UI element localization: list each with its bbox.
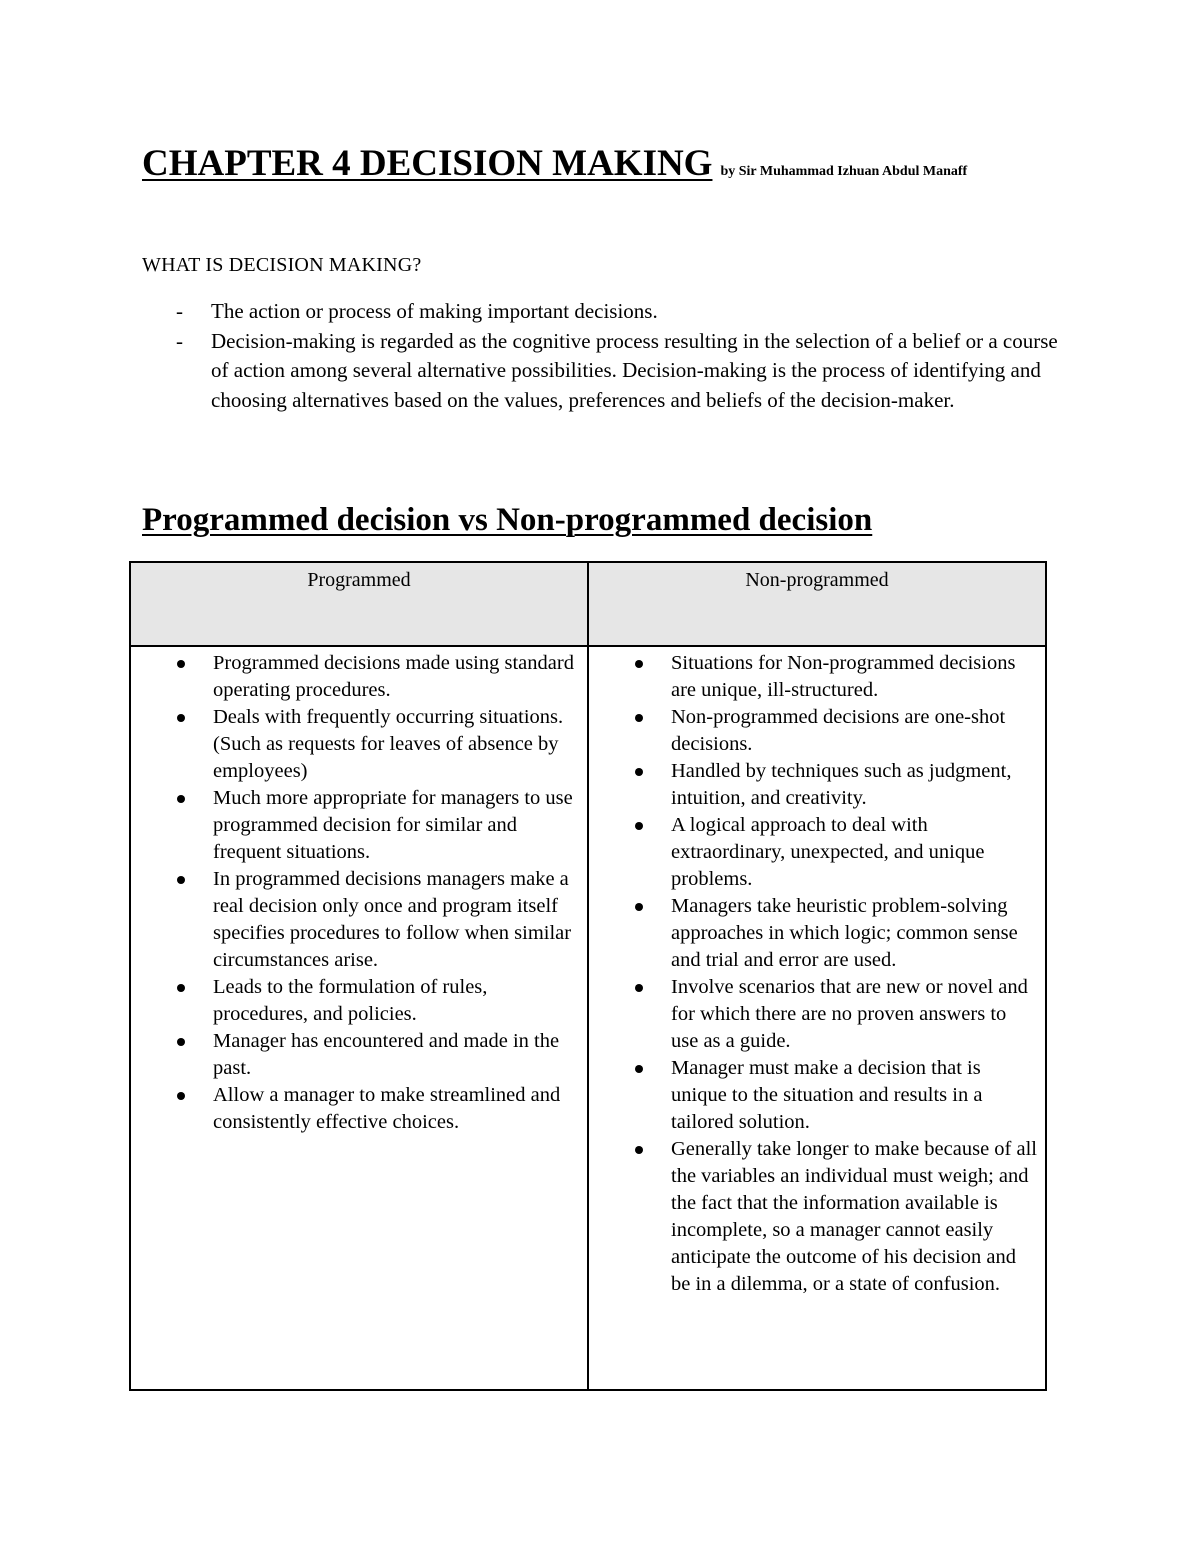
bullet-icon bbox=[635, 660, 643, 668]
list-item-text: Manager has encountered and made in the past. bbox=[213, 1030, 560, 1079]
bullet-icon bbox=[635, 984, 643, 992]
header-non-programmed: Non-programmed bbox=[588, 562, 1046, 646]
list-item-text: Leads to the formulation of rules, procedures, and policies. bbox=[213, 976, 488, 1025]
list-item bbox=[589, 758, 1045, 812]
non-programmed-cell bbox=[588, 646, 1046, 1390]
list-item-text: Managers take heuristic problem-solving approaches in which logic; common sense and trial and error are used. bbox=[671, 895, 1018, 971]
list-item-text: Generally take longer to make because of all the variables an individual must weigh; and the fact that the information available is incomplete, so a manager cannot easily anticipate the outcome of his decision and be in a dilemma, or a state of confusion. bbox=[671, 1138, 1037, 1295]
list-item bbox=[131, 650, 587, 704]
definition-text: Decision-making is regarded as the cognitive process resulting in the selection of a belief or a course of action among several alternative possibilities. Decision-making is the process of identifying and choosing alternatives based on the values, preferences and beliefs of the decision-maker. bbox=[211, 328, 1058, 412]
list-item-text: A logical approach to deal with extraordinary, unexpected, and unique problems. bbox=[671, 814, 985, 890]
list-item bbox=[589, 893, 1045, 974]
list-item-text: Handled by techniques such as judgment, intuition, and creativity. bbox=[671, 760, 1012, 809]
bullet-icon bbox=[177, 876, 185, 884]
list-item-text: Non-programmed decisions are one-shot decisions. bbox=[671, 706, 1006, 755]
bullet-icon bbox=[177, 714, 185, 722]
list-item bbox=[131, 866, 587, 974]
list-item-text: Allow a manager to make streamlined and consistently effective choices. bbox=[213, 1084, 561, 1133]
bullet-icon bbox=[635, 768, 643, 776]
table-row bbox=[130, 646, 1046, 1390]
list-item bbox=[589, 974, 1045, 1055]
list-item bbox=[131, 1028, 587, 1082]
non-programmed-list bbox=[589, 650, 1045, 1298]
dash-bullet-icon: - bbox=[176, 328, 183, 353]
list-item-text: Much more appropriate for managers to use programmed decision for similar and frequent situations. bbox=[213, 787, 573, 863]
definition-list bbox=[142, 297, 1062, 415]
programmed-list bbox=[131, 650, 587, 1136]
title-line bbox=[142, 142, 967, 185]
bullet-icon bbox=[635, 1065, 643, 1073]
bullet-icon bbox=[635, 1146, 643, 1154]
dash-bullet-icon: - bbox=[176, 299, 183, 323]
author-credit: by Sir Muhammad Izhuan Abdul Manaff bbox=[720, 164, 968, 179]
list-item bbox=[131, 1082, 587, 1136]
comparison-table bbox=[129, 561, 1047, 1391]
bullet-icon bbox=[635, 714, 643, 722]
definition-text: The action or process of making important decisions. bbox=[211, 299, 658, 323]
list-item-text: Manager must make a decision that is unique to the situation and results in a tailored solution. bbox=[671, 1057, 983, 1133]
list-item bbox=[589, 812, 1045, 893]
bullet-icon bbox=[177, 1092, 185, 1100]
list-item-text: Programmed decisions made using standard operating procedures. bbox=[213, 652, 574, 701]
bullet-icon bbox=[177, 795, 185, 803]
bullet-icon bbox=[635, 822, 643, 830]
definition-item bbox=[142, 327, 1062, 416]
list-item bbox=[589, 1055, 1045, 1136]
bullet-icon bbox=[177, 660, 185, 668]
list-item bbox=[589, 1136, 1045, 1298]
list-item bbox=[131, 785, 587, 866]
table-header-row bbox=[130, 562, 1046, 646]
bullet-icon bbox=[177, 1038, 185, 1046]
list-item-text: Deals with frequently occurring situations. (Such as requests for leaves of absence by employees) bbox=[213, 706, 564, 782]
list-item bbox=[589, 650, 1045, 704]
bullet-icon bbox=[177, 984, 185, 992]
definition-item bbox=[142, 297, 1062, 327]
list-item bbox=[131, 974, 587, 1028]
programmed-cell bbox=[130, 646, 588, 1390]
list-item-text: In programmed decisions managers make a real decision only once and program itself specifies procedures to follow when similar circumstances arise. bbox=[213, 868, 572, 971]
list-item-text: Situations for Non-programmed decisions are unique, ill-structured. bbox=[671, 652, 1016, 701]
list-item bbox=[589, 704, 1045, 758]
comparison-heading: Programmed decision vs Non-programmed decision bbox=[142, 502, 873, 538]
chapter-title: CHAPTER 4 DECISION MAKING bbox=[142, 143, 713, 184]
header-programmed: Programmed bbox=[130, 562, 588, 646]
list-item-text: Involve scenarios that are new or novel and for which there are no proven answers to use as a guide. bbox=[671, 976, 1028, 1052]
bullet-icon bbox=[635, 903, 643, 911]
section-question: WHAT IS DECISION MAKING? bbox=[142, 254, 422, 276]
list-item bbox=[131, 704, 587, 785]
